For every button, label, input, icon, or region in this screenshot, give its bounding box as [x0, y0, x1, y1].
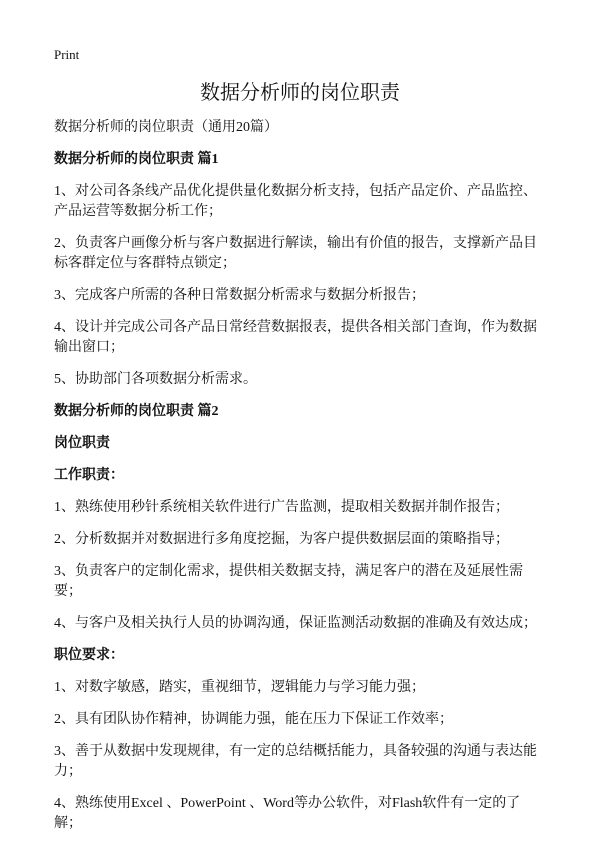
requirements-heading: 职位要求：: [54, 648, 124, 663]
document-page: [54, 46, 546, 846]
section-2-subheading: 岗位职责: [54, 436, 110, 451]
print-link[interactable]: Print: [54, 47, 80, 62]
duty-item: 4、与客户及相关执行人员的协调沟通，保证监测活动数据的准确及有效达成；: [54, 616, 537, 631]
duties-heading: 工作职责：: [54, 468, 124, 483]
requirement-item: 1、对数字敏感，踏实，重视细节，逻辑能力与学习能力强；: [54, 680, 425, 695]
section-1-item: 2、负责客户画像分析与客户数据进行解读，输出有价值的报告，支撑新产品目标客群定位与客群特点锁定；: [54, 236, 537, 271]
section-1-item: 1、对公司各条线产品优化提供量化数据分析支持，包括产品定价、产品监控、产品运营等数据分析工作；: [54, 184, 537, 219]
section-1-item: 3、完成客户所需的各种日常数据分析需求与数据分析报告；: [54, 288, 425, 303]
requirement-item: 4、熟练使用Excel 、PowerPoint 、Word等办公软件，对Flash软件有一定的了解；: [54, 796, 521, 831]
document-title: 数据分析师的岗位职责: [200, 82, 400, 104]
requirement-item: 3、善于从数据中发现规律，有一定的总结概括能力，具备较强的沟通与表达能力；: [54, 744, 537, 779]
section-1-item: 5、协助部门各项数据分析需求。: [54, 372, 257, 387]
duty-item: 2、分析数据并对数据进行多角度挖掘，为客户提供数据层面的策略指导；: [54, 532, 509, 547]
section-2-heading: 数据分析师的岗位职责 篇2: [54, 404, 219, 419]
duty-item: 3、负责客户的定制化需求，提供相关数据支持，满足客户的潜在及延展性需要；: [54, 564, 523, 599]
requirement-item: 2、具有团队协作精神，协调能力强，能在压力下保证工作效率；: [54, 712, 453, 727]
section-1-item: 4、设计并完成公司各产品日常经营数据报表，提供各相关部门查询，作为数据输出窗口；: [54, 320, 537, 355]
section-1-heading: 数据分析师的岗位职责 篇1: [54, 152, 219, 167]
document-subtitle: 数据分析师的岗位职责（通用20篇）: [54, 120, 278, 135]
duty-item: 1、熟练使用秒针系统相关软件进行广告监测，提取相关数据并制作报告；: [54, 500, 509, 515]
